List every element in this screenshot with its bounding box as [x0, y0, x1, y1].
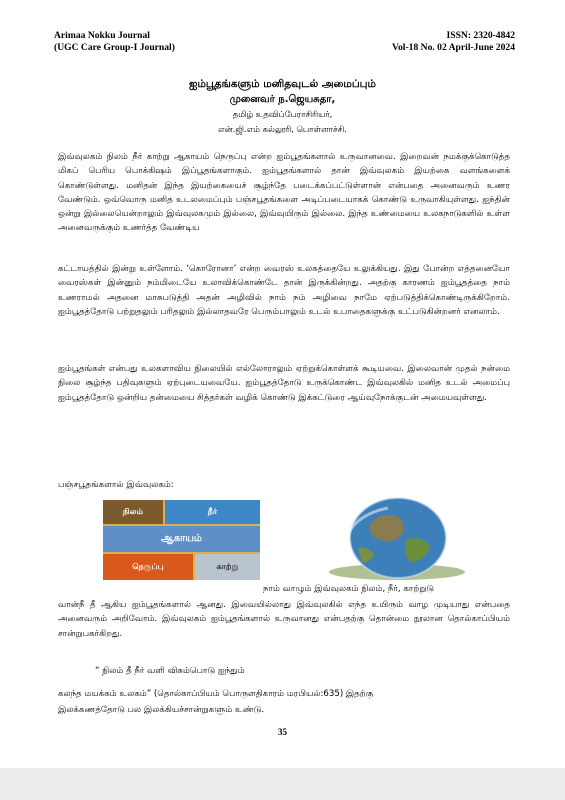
- journal-group: (UGC Care Group-I Journal): [54, 41, 175, 53]
- journal-name: Arimaa Nokku Journal: [54, 30, 150, 41]
- earth-globe-image: [318, 494, 476, 582]
- section-heading: பஞ்சபூதங்களால் இவ்வுலகம்:: [58, 480, 174, 490]
- article-title: ஐம்பூதங்களும் மனிதவுடல் அமைப்பும்: [189, 78, 376, 90]
- author-name: முனைவர் ந.ஜெயசுதா,: [229, 94, 336, 105]
- paragraph-elements: ஐம்பூதங்கள் என்பது உலகளாவிய நிலையில் எல்லோராலும் ஏற்றுக்கொள்ளக் கூடியவை. இலைவான் முதல் நன்மை நிலை சூழ்ந்த பதிவுகளும் ஏற்புடையவையே. ஐம்பூதத்தோடு உருக்கொண்ட இவ்வுலகில் மனித உடல் அமைப்பு ஐம்பூதத்தோடு ஒன்றிய தன்மையை சித்தர்கள் வழிக் கொண்டு இக்கட்டுரை ஆய்வுநோக்குடன் அமையவுள்ளது.: [58, 364, 510, 403]
- paragraph-corona: கட்டாயத்தில் இன்று உள்ளோம். ‘கொரோனா’ என்ற வைரஸ் உலகத்தையே உலுக்கியது. இது போன்ற எத்தனையோ வைரஸ்கள் இன்னும் நம்மிடையே உலாவிக்கொண்டே தான் இருக்கின்றது. அதற்கு காரணம் ஐம்பூதத்தை நாம் உணராமல் அதனை மாசுபடுத்தி அதன் அழிவில் நாம் நம் அழிவை நாமே ஏற்படுத்திக்கொண்டிருக்கிறோம். ஐம்பூதத்தோடு பற்றுதலும் பரிதலும் இல்லாதவரே பெரும்பாலும் உடல் உபாதைகளுக்கு உட்படுகின்றனர் எனலாம்.: [58, 264, 510, 317]
- paragraph-world-first-line: நாம் வாழும் இவ்வுலகம் நிலம், நீர், காற்றுடு: [263, 584, 435, 594]
- issn: ISSN: 2320-4842: [446, 30, 515, 41]
- closing-line: இலக்கணத்தோடு பல இலக்கியச்சான்றுகளும் உண்டு.: [58, 705, 265, 715]
- sky-tile: ஆகாயம்: [103, 526, 260, 552]
- quotation: “ நிலம் தீ நீர் வளி விசும்பொடு ஐந்தும்: [95, 666, 245, 676]
- quotation-citation: கலந்த மயக்கம் உலகம்” (தொல்காப்பியம் பொருளதிகாரம் மரபியல்:635) இதற்கு: [58, 689, 374, 699]
- water-tile: நீர்: [165, 500, 260, 524]
- fire-tile: நெருப்பு: [103, 554, 193, 580]
- earth-tile: நிலம்: [103, 500, 163, 524]
- volume-issue: Vol-18 No. 02 April-June 2024: [391, 41, 515, 53]
- paragraph-intro: இவ்வுலகம் நிலம் நீர் காற்று ஆகாயம் நெருப்பு என்ற ஐம்பூதங்களால் உருவானவை. இறைவன் நமக்குக்கொடுத்த மிகப் பெரிய பொக்கிஷம் இப்பூதங்களாகும். ஐம்பூதங்களால் தான் இவ்வுலகம் இயற்கை வளங்களைக் கொண்டுள்ளது. மனிதன் இந்த இயற்கையைச் சூழ்ந்தே படைக்கப்பட்டுள்ளான் என்பதை அனைவரும் உணர வேண்டும். ஒவ்வொரு மனித உடலமைப்பும் பஞ்சபூதங்களை அடிப்படையாகக் கொண்டு உருவாகியுள்ளது. ஐந்தின் ஒன்று இல்லையென்றாலும் இவ்வுலகமும் இல்லை, இவ்வுயிரும் இல்லை. இந்த உண்மையை உலகநாடுகளில் உள்ள அனைவருக்கும் உணர்த்த வேண்டிய: [58, 152, 510, 234]
- five-elements-image: [103, 500, 260, 580]
- author-designation: தமிழ் உதவிப்பேராசிரியர்,: [232, 109, 333, 119]
- author-institution: என்.ஜி.எம் கல்லூரி, பொள்ளாச்சி.: [218, 124, 347, 134]
- paragraph-world: வான்நீ தீ ஆகிய ஐம்பூதங்களால் ஆனது. இவையில்லாது இவ்வுலகில் எந்த உயிரும் வாழ முடியாது என்பதை அனைவரும் அறிவோம். இவ்வுலகம் ஐம்பூதங்களால் உருவானது என்பதற்கு தொன்மை நூலான தொல்காப்பியம் சான்றுபகர்கிறது.: [58, 600, 510, 639]
- page-number: 35: [278, 727, 287, 737]
- air-tile: காற்று: [195, 554, 260, 580]
